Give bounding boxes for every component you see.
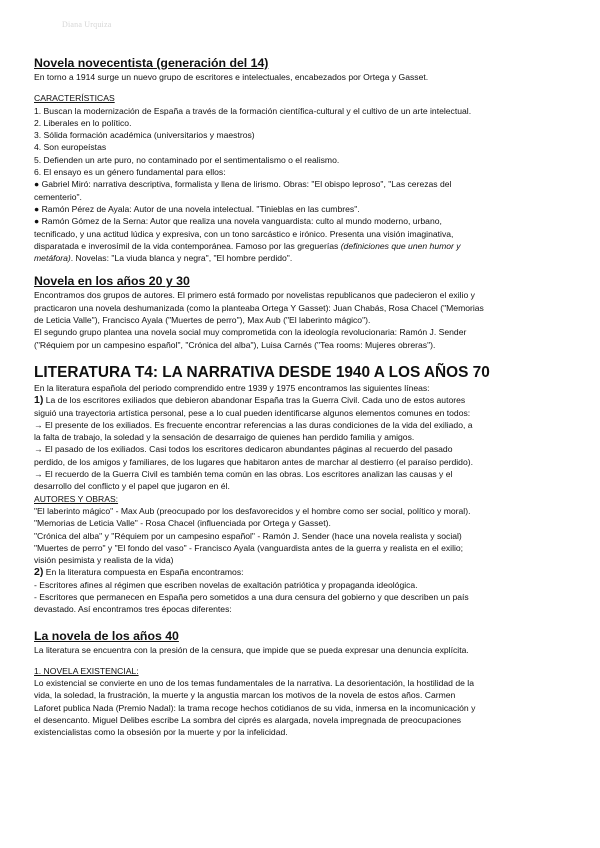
- text-line: metáfora). Novelas: "La viuda blanca y negra", "El hombre perdido".: [34, 253, 293, 264]
- item-number: 2): [34, 566, 44, 579]
- text-line: El segundo grupo plantea una novela social muy comprometida con la ideología revolucionaria: Ramón J. Sender: [34, 327, 467, 338]
- paragraph: En torno a 1914 surge un nuevo grupo de escritores e intelectuales, encabezados por Ortega y Gasset.: [34, 72, 429, 82]
- text-line: Lo existencial se convierte en uno de los temas fundamentales de la narrativa. La desorientación, la hostilidad de la: [34, 678, 474, 689]
- item-number: 1): [34, 394, 44, 407]
- paragraph: La literatura se encuentra con la presión de la censura, que impide que se pueda expresar una denuncia explícita.: [34, 644, 469, 655]
- text-line: Laforet publica Nada (Premio Nadal): la trama recoge hechos cotidianos de su vida, inmersa en la incomunicación y: [34, 702, 476, 713]
- text-line: desarrollo del conflicto y el papel que jugaron en él.: [34, 481, 230, 492]
- italic-text: metáfora): [34, 253, 71, 264]
- text-line: 3. Sólida formación académica (universitarios y maestros): [34, 130, 255, 141]
- text-line: → El presente de los exiliados. Es frecuente encontrar referencias a las duras condiciones de la vida del exiliado, a: [34, 419, 473, 430]
- subheading-novela-existencial: 1. NOVELA EXISTENCIAL:: [34, 665, 139, 676]
- text-line: perdido, de los amigos y familiares, de los lugares que habitaron antes de marchar al destierro (el paraíso perdido).: [34, 456, 473, 467]
- text-line: - Escritores afines al régimen que escriben novelas de exaltación patriótica y propaganda ideológica.: [34, 579, 418, 590]
- text-line: ("Réquiem por un campesino español", "Crónica del alba"), Luisa Carnés ("Tea rooms: Mujeres obreras").: [34, 339, 436, 350]
- subheading-caracteristicas: CARACTERÍSTICAS: [34, 93, 115, 104]
- section-title-novecentista: Novela novecentista (generación del 14): [34, 56, 269, 70]
- section-title-anos-40: La novela de los años 40: [34, 628, 179, 643]
- text-line: - Escritores que permanecen en España pero sometidos a una dura censura del gobierno y que describen un país: [34, 591, 469, 602]
- text-line: la falta de trabajo, la soledad y la sensación de desarraigo de quienes han perdido familia y amigos.: [34, 432, 415, 443]
- text-line: practicaron una novela deshumanizada (como la planteaba Ortega Y Gasset): Juan Chabás, Rosa Chacel ("Memorias: [34, 302, 484, 313]
- text-line: 2. Liberales en lo político.: [34, 117, 132, 128]
- text-line: vida, la soledad, la frustración, la muerte y la angustia marcan los motivos de la novela de estos años. Carmen: [34, 690, 456, 701]
- text-line: Encontramos dos grupos de autores. El primero está formado por novelistas republicanos que padecieron el exilio y: [34, 290, 475, 301]
- text-line: 5. Defienden un arte puro, no contaminado por el sentimentalismo o el realismo.: [34, 154, 340, 165]
- watermark: Diana Urquiza: [62, 20, 112, 29]
- text-line: cementerio".: [34, 191, 82, 202]
- text-line: 1) La de los escritores exiliados que debieron abandonar España tras la Guerra Civil. Cada uno de estos autores: [34, 394, 466, 407]
- text-line: visión pesimista y realista de la vida): [34, 555, 174, 566]
- text-line: → El recuerdo de la Guerra Civil es también tema común en las obras. Los escritores analizan las causas y el: [34, 469, 453, 480]
- text-line: "Crónica del alba" y "Réquiem por un campesino español" - Ramón J. Sender (hace una novela realista y social): [34, 530, 462, 541]
- text-line: de Leticia Valle"), Francisco Ayala ("Muertes de perro"), Max Aub ("El laberinto mágico").: [34, 315, 371, 326]
- text-line: 2) En la literatura compuesta en España encontramos:: [34, 566, 244, 579]
- text-line: 4. Son europeístas: [34, 142, 107, 153]
- text-line: "El laberinto mágico" - Max Aub (preocupado por los desfavorecidos y el hombre como ser social, político y moral).: [34, 505, 471, 516]
- text-line: el desencanto. Miguel Delibes escribe La sombra del ciprés es alargada, novela impregnada de preocupaciones: [34, 715, 462, 726]
- text-line: → El pasado de los exiliados. Casi todos los escritores dedicaron abundantes páginas al recuerdo del pasado: [34, 444, 453, 455]
- text-line: tecnificado, y una actitud lúdica y expresiva, con un tono sarcástico e irónico. Presenta una visión imaginativa,: [34, 228, 454, 239]
- bullet-line: ● Ramón Gómez de la Serna: Autor que realiza una novela vanguardista: culto al mundo moderno, urbano,: [34, 216, 442, 227]
- text-line: "Muertes de perro" y "El fondo del vaso" - Francisco Ayala (vanguardista antes de la guerra y realista en el exilio;: [34, 542, 464, 553]
- bullet-line: ● Ramón Pérez de Ayala: Autor de una novela intelectual. "Tinieblas en las cumbres".: [34, 203, 360, 214]
- text-line: disparatada e inverosímil de la vida contemporánea. Famoso por las greguerías (definiciones que unen humor y: [34, 240, 461, 251]
- text-line: "Memorias de Leticia Valle" - Rosa Chacel (influenciada por Ortega y Gasset).: [34, 518, 331, 529]
- section-title-anos-20-30: Novela en los años 20 y 30: [34, 274, 190, 289]
- subheading-autores-obras: AUTORES Y OBRAS:: [34, 493, 119, 504]
- paragraph: En la literatura española del periodo comprendido entre 1939 y 1975 encontramos las siguientes líneas:: [34, 382, 430, 393]
- text-line: devastado. Así encontramos tres épocas diferentes:: [34, 604, 232, 615]
- text-line: 1. Buscan la modernización de España a través de la formación científica-cultural y el cultivo de un arte intelectual.: [34, 105, 472, 116]
- text-line: 6. El ensayo es un género fundamental para ellos:: [34, 167, 226, 178]
- bullet-line: ● Gabriel Miró: narrativa descriptiva, formalista y llena de lirismo. Obras: "El obispo leproso", "Las cerezas del: [34, 179, 452, 190]
- document-body: [34, 55, 566, 739]
- main-title-literatura-t4: LITERATURA T4: LA NARRATIVA DESDE 1940 A LOS AÑOS 70: [34, 363, 490, 381]
- text-line: existencialistas como la obsesión por la muerte y por la infelicidad.: [34, 727, 288, 738]
- italic-text: (definiciones que unen humor y: [340, 240, 461, 251]
- text-line: siguió una trayectoria artística personal, pese a lo cual pueden identificarse algunos elementos comunes en todos:: [34, 407, 471, 418]
